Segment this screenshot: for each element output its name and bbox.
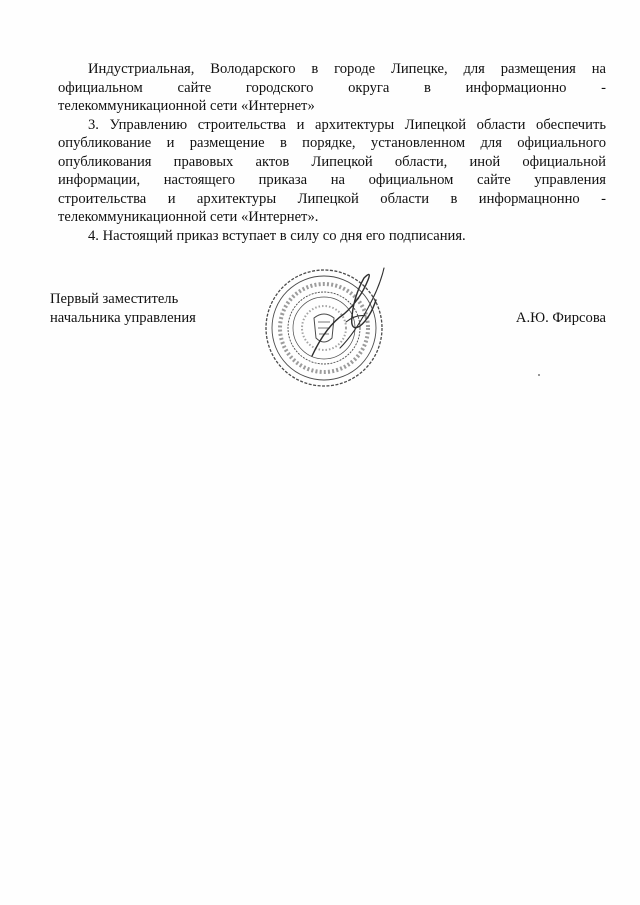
signatory-name: А.Ю. Фирсова [515, 310, 606, 326]
text-line: информации, настоящего приказа на официальном сайте управления [58, 172, 606, 188]
text-line: официальном сайте городского округа в информационно - [58, 79, 606, 96]
text-line: телекоммуникационной сети «Интернет» [58, 98, 315, 114]
position-line: начальника управления [50, 309, 196, 326]
paragraph-item-4 [58, 227, 606, 246]
signatory-position [50, 290, 196, 327]
text-line: 3. Управлению строительства и архитектуры Липецкой области обеспечить [88, 116, 606, 133]
text-line: 4. Настоящий приказ вступает в силу со дня его подписания. [88, 227, 466, 244]
paragraph-item-3 [58, 116, 606, 227]
text-line: опубликование и размещение в порядке, установленном для официального [58, 135, 606, 151]
document-body [58, 60, 606, 245]
scan-speck [538, 374, 540, 376]
text-line: строительства и архитектуры Липецкой области в информацнонно - [58, 190, 606, 207]
text-line: телекоммуникационной сети «Интернет». [58, 209, 319, 225]
round-official-seal-icon [256, 256, 396, 396]
position-line: Первый заместитель [50, 291, 179, 307]
text-line: опубликования правовых актов Липецкой области, иной официальной [58, 153, 606, 170]
paragraph-continuation [58, 60, 606, 116]
text-line: Индустриальная, Володарского в городе Липецке, для размещения на [88, 61, 606, 77]
